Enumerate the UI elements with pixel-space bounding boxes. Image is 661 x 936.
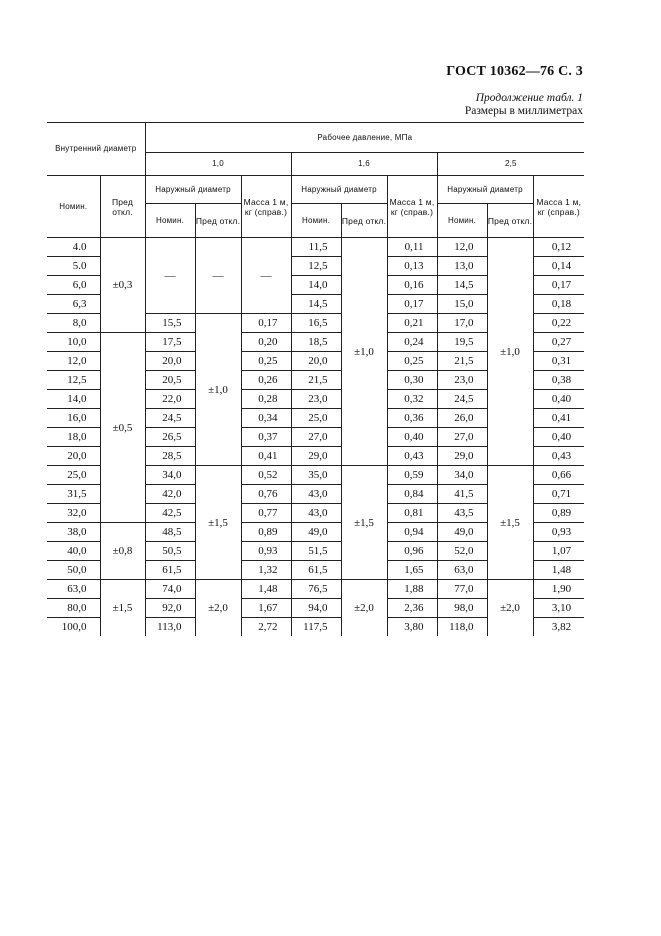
inner-tolerance-cell: ±0,5 bbox=[100, 333, 145, 523]
p10-tolerance-cell: ±2,0 bbox=[195, 580, 241, 637]
p16-outer-cell: 29,0 bbox=[291, 447, 341, 466]
p16-mass-cell: 3,80 bbox=[387, 618, 437, 637]
p10-mass-cell: 0,17 bbox=[241, 314, 291, 333]
header-mass-3: Масса 1 м, кг (справ.) bbox=[533, 176, 584, 238]
p10-outer-cell: 15,5 bbox=[145, 314, 195, 333]
p10-mass-cell: 0,28 bbox=[241, 390, 291, 409]
inner-nominal-cell: 12,5 bbox=[47, 371, 100, 390]
header-outer-nominal-1: Номин. bbox=[145, 204, 195, 238]
p16-outer-cell: 16,5 bbox=[291, 314, 341, 333]
p25-mass-cell: 0,66 bbox=[533, 466, 584, 485]
p10-outer-cell: 22,0 bbox=[145, 390, 195, 409]
p16-mass-cell: 0,16 bbox=[387, 276, 437, 295]
p16-mass-cell: 0,96 bbox=[387, 542, 437, 561]
header-outer-nominal-2: Номин. bbox=[291, 204, 341, 238]
inner-nominal-cell: 31,5 bbox=[47, 485, 100, 504]
p10-tolerance-dash: — bbox=[195, 238, 241, 314]
p25-outer-cell: 13,0 bbox=[437, 257, 487, 276]
p25-outer-cell: 34,0 bbox=[437, 466, 487, 485]
p16-outer-cell: 25,0 bbox=[291, 409, 341, 428]
p16-outer-cell: 94,0 bbox=[291, 599, 341, 618]
p16-outer-cell: 12,5 bbox=[291, 257, 341, 276]
p16-mass-cell: 0,11 bbox=[387, 238, 437, 257]
p10-tolerance-cell: ±1,5 bbox=[195, 466, 241, 580]
header-working-pressure: Рабочее давление, МПа bbox=[145, 123, 584, 153]
p25-tolerance-cell: ±1,5 bbox=[487, 466, 533, 580]
p10-outer-cell: 34,0 bbox=[145, 466, 195, 485]
p10-mass-dash: — bbox=[241, 238, 291, 314]
p25-tolerance-cell: ±1,0 bbox=[487, 238, 533, 466]
p25-mass-cell: 0,18 bbox=[533, 295, 584, 314]
inner-nominal-cell: 100,0 bbox=[47, 618, 100, 637]
p16-mass-cell: 0,94 bbox=[387, 523, 437, 542]
p10-outer-cell: 113,0 bbox=[145, 618, 195, 637]
p25-mass-cell: 0,22 bbox=[533, 314, 584, 333]
p16-mass-cell: 0,59 bbox=[387, 466, 437, 485]
p10-outer-cell: 42,5 bbox=[145, 504, 195, 523]
inner-nominal-cell: 10,0 bbox=[47, 333, 100, 352]
p16-mass-cell: 0,81 bbox=[387, 504, 437, 523]
table-row bbox=[47, 580, 584, 599]
p25-outer-cell: 12,0 bbox=[437, 238, 487, 257]
p16-tolerance-cell: ±1,5 bbox=[341, 466, 387, 580]
p10-mass-cell: 1,32 bbox=[241, 561, 291, 580]
p10-tolerance-cell: ±1,0 bbox=[195, 314, 241, 466]
header-pressure-2: 1,6 bbox=[291, 153, 437, 176]
p10-outer-cell: 61,5 bbox=[145, 561, 195, 580]
p25-mass-cell: 0,40 bbox=[533, 390, 584, 409]
p25-outer-cell: 52,0 bbox=[437, 542, 487, 561]
header-mass-1: Масса 1 м, кг (справ.) bbox=[241, 176, 291, 238]
header-outer-tolerance-3: Пред откл. bbox=[487, 204, 533, 238]
p10-mass-cell: 2,72 bbox=[241, 618, 291, 637]
p25-outer-cell: 49,0 bbox=[437, 523, 487, 542]
p16-mass-cell: 2,36 bbox=[387, 599, 437, 618]
p16-outer-cell: 27,0 bbox=[291, 428, 341, 447]
inner-nominal-cell: 8,0 bbox=[47, 314, 100, 333]
inner-nominal-cell: 25,0 bbox=[47, 466, 100, 485]
p10-mass-cell: 0,25 bbox=[241, 352, 291, 371]
p25-outer-cell: 63,0 bbox=[437, 561, 487, 580]
table-continuation-note: Продолжение табл. 1 bbox=[475, 92, 583, 104]
p16-outer-cell: 20,0 bbox=[291, 352, 341, 371]
p10-mass-cell: 1,48 bbox=[241, 580, 291, 599]
p16-outer-cell: 43,0 bbox=[291, 485, 341, 504]
p10-outer-cell: 48,5 bbox=[145, 523, 195, 542]
p16-mass-cell: 0,43 bbox=[387, 447, 437, 466]
p16-outer-cell: 76,5 bbox=[291, 580, 341, 599]
inner-nominal-cell: 20,0 bbox=[47, 447, 100, 466]
p25-mass-cell: 0,41 bbox=[533, 409, 584, 428]
header-outer-diameter-1: Наружный диаметр bbox=[145, 176, 241, 204]
p16-mass-cell: 0,36 bbox=[387, 409, 437, 428]
p10-mass-cell: 0,26 bbox=[241, 371, 291, 390]
p25-outer-cell: 21,5 bbox=[437, 352, 487, 371]
p25-mass-cell: 0,38 bbox=[533, 371, 584, 390]
p25-outer-cell: 26,0 bbox=[437, 409, 487, 428]
inner-nominal-cell: 5.0 bbox=[47, 257, 100, 276]
p10-mass-cell: 0,34 bbox=[241, 409, 291, 428]
p25-outer-cell: 27,0 bbox=[437, 428, 487, 447]
header-pressure-3: 2,5 bbox=[437, 153, 584, 176]
p16-tolerance-cell: ±2,0 bbox=[341, 580, 387, 637]
p16-tolerance-cell: ±1,0 bbox=[341, 238, 387, 466]
p10-outer-cell: 74,0 bbox=[145, 580, 195, 599]
p10-mass-cell: 0,37 bbox=[241, 428, 291, 447]
p25-outer-cell: 14,5 bbox=[437, 276, 487, 295]
inner-tolerance-cell: ±0,8 bbox=[100, 523, 145, 580]
inner-nominal-cell: 38,0 bbox=[47, 523, 100, 542]
header-outer-nominal-3: Номин. bbox=[437, 204, 487, 238]
p25-mass-cell: 0,31 bbox=[533, 352, 584, 371]
p16-outer-cell: 43,0 bbox=[291, 504, 341, 523]
p25-mass-cell: 0,14 bbox=[533, 257, 584, 276]
p25-outer-cell: 98,0 bbox=[437, 599, 487, 618]
p16-mass-cell: 0,30 bbox=[387, 371, 437, 390]
p16-mass-cell: 0,13 bbox=[387, 257, 437, 276]
p10-outer-cell: 92,0 bbox=[145, 599, 195, 618]
p25-mass-cell: 0,40 bbox=[533, 428, 584, 447]
header-outer-diameter-2: Наружный диаметр bbox=[291, 176, 387, 204]
inner-nominal-cell: 40,0 bbox=[47, 542, 100, 561]
p10-outer-cell: 20,0 bbox=[145, 352, 195, 371]
inner-nominal-cell: 6,0 bbox=[47, 276, 100, 295]
header-inner-nominal: Номин. bbox=[47, 176, 100, 238]
p25-mass-cell: 0,27 bbox=[533, 333, 584, 352]
inner-nominal-cell: 12,0 bbox=[47, 352, 100, 371]
p10-outer-cell: 17,5 bbox=[145, 333, 195, 352]
p10-mass-cell: 0,20 bbox=[241, 333, 291, 352]
p10-outer-cell: 50,5 bbox=[145, 542, 195, 561]
table-body bbox=[47, 238, 584, 637]
p16-outer-cell: 14,5 bbox=[291, 295, 341, 314]
p10-mass-cell: 0,93 bbox=[241, 542, 291, 561]
p25-outer-cell: 23,0 bbox=[437, 371, 487, 390]
inner-nominal-cell: 18,0 bbox=[47, 428, 100, 447]
p16-outer-cell: 23,0 bbox=[291, 390, 341, 409]
p16-outer-cell: 61,5 bbox=[291, 561, 341, 580]
header-outer-diameter-3: Наружный диаметр bbox=[437, 176, 533, 204]
p16-outer-cell: 21,5 bbox=[291, 371, 341, 390]
p25-mass-cell: 0,12 bbox=[551, 241, 572, 253]
p10-mass-cell: 0,52 bbox=[241, 466, 291, 485]
p10-mass-cell: 0,76 bbox=[241, 485, 291, 504]
p25-mass-cell: 1,90 bbox=[533, 580, 584, 599]
inner-nominal-cell: 80,0 bbox=[47, 599, 100, 618]
header-inner-tolerance: Пред откл. bbox=[100, 176, 145, 238]
p25-outer-cell: 15,0 bbox=[437, 295, 487, 314]
p10-outer-cell: 26,5 bbox=[145, 428, 195, 447]
inner-tolerance-cell: ±1,5 bbox=[100, 580, 145, 637]
p10-mass-cell: 0,41 bbox=[241, 447, 291, 466]
p10-outer-cell: 42,0 bbox=[145, 485, 195, 504]
p16-outer-cell: 49,0 bbox=[291, 523, 341, 542]
p25-mass-cell: 0,17 bbox=[533, 276, 584, 295]
p10-mass-cell: 0,89 bbox=[241, 523, 291, 542]
p25-mass-cell: 3,82 bbox=[533, 618, 584, 637]
header-outer-tolerance-2: Пред откл. bbox=[341, 204, 387, 238]
header-mass-2: Масса 1 м, кг (справ.) bbox=[387, 176, 437, 238]
p25-mass-cell: 1,07 bbox=[533, 542, 584, 561]
p10-outer-cell: 20,5 bbox=[145, 371, 195, 390]
p16-outer-cell: 18,5 bbox=[291, 333, 341, 352]
p10-outer-cell: 28,5 bbox=[145, 447, 195, 466]
p25-mass-cell: 3,10 bbox=[533, 599, 584, 618]
p25-outer-cell: 77,0 bbox=[437, 580, 487, 599]
p25-mass-cell: 0,89 bbox=[533, 504, 584, 523]
p16-mass-cell: 0,84 bbox=[387, 485, 437, 504]
p16-mass-cell: 0,21 bbox=[387, 314, 437, 333]
p10-mass-cell: 1,67 bbox=[241, 599, 291, 618]
inner-nominal-cell: 16,0 bbox=[47, 409, 100, 428]
p16-outer-cell: 35,0 bbox=[291, 466, 341, 485]
p25-tolerance-cell: ±2,0 bbox=[487, 580, 533, 637]
p25-outer-cell: 29,0 bbox=[437, 447, 487, 466]
inner-nominal-cell: 32,0 bbox=[47, 504, 100, 523]
p16-outer-cell: 11,5 bbox=[291, 238, 341, 257]
header-inner-diameter: Внутренний диаметр bbox=[47, 123, 145, 176]
inner-nominal-cell: 50,0 bbox=[47, 561, 100, 580]
p25-mass-cell: 0,93 bbox=[533, 523, 584, 542]
p16-mass-cell: 0,40 bbox=[387, 428, 437, 447]
p25-outer-cell: 19,5 bbox=[437, 333, 487, 352]
p25-outer-cell: 43,5 bbox=[437, 504, 487, 523]
p16-mass-cell: 1,65 bbox=[387, 561, 437, 580]
p16-outer-cell: 51,5 bbox=[291, 542, 341, 561]
p25-outer-cell: 17,0 bbox=[437, 314, 487, 333]
p16-mass-cell: 0,32 bbox=[387, 390, 437, 409]
p16-mass-cell: 0,24 bbox=[387, 333, 437, 352]
page-header-title: ГОСТ 10362—76 С. 3 bbox=[446, 64, 583, 79]
p25-outer-cell: 118,0 bbox=[437, 618, 487, 637]
p16-outer-cell: 117,5 bbox=[291, 618, 341, 637]
dimensions-table bbox=[47, 122, 584, 636]
p16-outer-cell: 14,0 bbox=[291, 276, 341, 295]
inner-nominal-cell: 63,0 bbox=[47, 580, 100, 599]
p25-mass-cell: 1,48 bbox=[533, 561, 584, 580]
p25-mass-cell: 0,43 bbox=[533, 447, 584, 466]
p25-outer-cell: 41,5 bbox=[437, 485, 487, 504]
header-pressure-1: 1,0 bbox=[145, 153, 291, 176]
p25-mass-cell: 0,71 bbox=[533, 485, 584, 504]
inner-nominal-cell: 4.0 bbox=[47, 238, 100, 257]
p25-outer-cell: 24,5 bbox=[437, 390, 487, 409]
p16-mass-cell: 0,17 bbox=[387, 295, 437, 314]
table-row bbox=[47, 238, 584, 257]
p10-outer-dash: — bbox=[145, 238, 195, 314]
header-outer-tolerance-1: Пред откл. bbox=[195, 204, 241, 238]
inner-tolerance-cell: ±0,3 bbox=[100, 238, 145, 333]
inner-nominal-cell: 6,3 bbox=[47, 295, 100, 314]
p10-mass-cell: 0,77 bbox=[241, 504, 291, 523]
p10-outer-cell: 24,5 bbox=[145, 409, 195, 428]
table-units-note: Размеры в миллиметрах bbox=[464, 105, 583, 117]
p16-mass-cell: 1,88 bbox=[387, 580, 437, 599]
p16-mass-cell: 0,25 bbox=[387, 352, 437, 371]
inner-nominal-cell: 14,0 bbox=[47, 390, 100, 409]
